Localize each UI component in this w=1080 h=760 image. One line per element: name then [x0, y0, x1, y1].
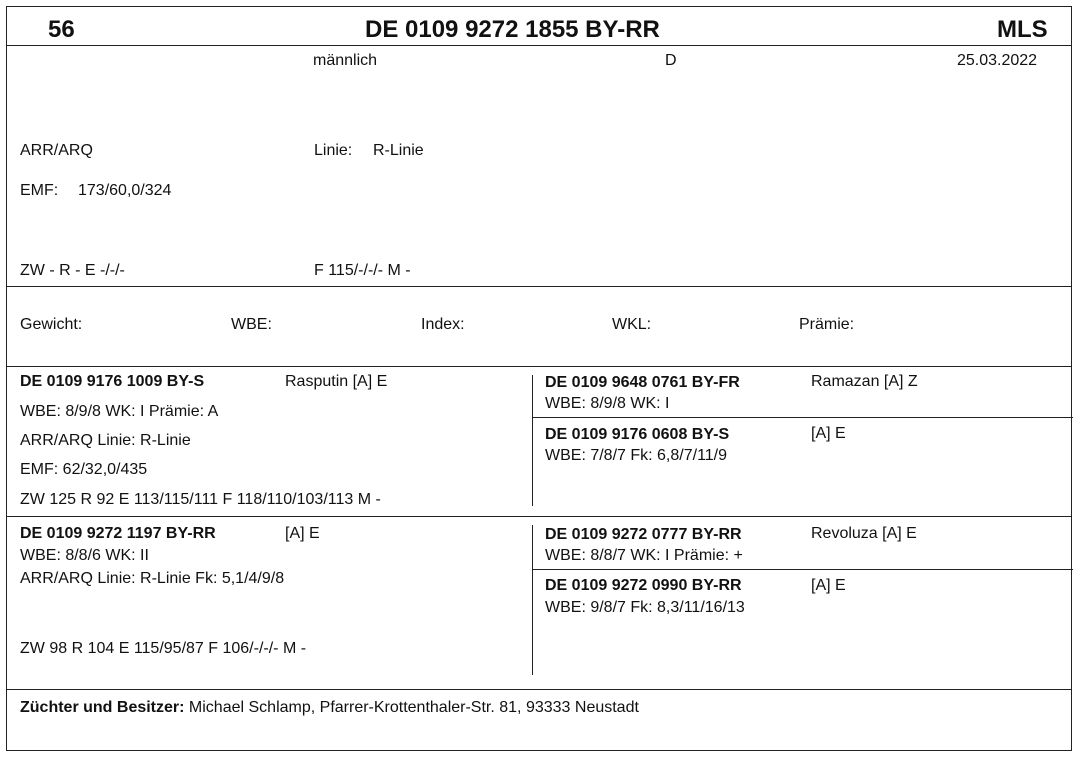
ring-number: DE 0109 9272 1855 BY-RR	[365, 16, 660, 43]
sex: männlich	[313, 52, 378, 69]
dam-sire-wbe: WBE: 8/8/7 WK: I Prämie: +	[545, 547, 743, 564]
dam-dam-ring-number: DE 0109 9272 0990 BY-RR	[545, 577, 742, 594]
dam-name: [A] E	[285, 525, 320, 542]
zw-values: ZW - R - E -/-/-	[20, 262, 125, 279]
premium-label: Prämie:	[799, 316, 855, 333]
index-label: Index:	[421, 316, 465, 333]
dam-sire-ring-number: DE 0109 9272 0777 BY-RR	[545, 526, 742, 543]
catalog-card	[6, 6, 1072, 751]
sire-genotype: ARR/ARQ Linie: R-Linie	[20, 432, 191, 449]
sire-emf: EMF: 62/32,0/435	[20, 461, 148, 478]
country: D	[665, 52, 677, 69]
scores-divider	[7, 366, 1071, 367]
sire-sire-name: Ramazan [A] Z	[811, 373, 918, 390]
f-values: F 115/-/-/- M -	[314, 262, 411, 279]
breeder-divider	[7, 689, 1071, 690]
sire-ring-number: DE 0109 9176 1009 BY-S	[20, 373, 205, 390]
genotype: ARR/ARQ	[20, 142, 93, 159]
wbe-label: WBE:	[231, 316, 272, 333]
breed-code: MLS	[997, 16, 1048, 43]
weight-label: Gewicht:	[20, 316, 83, 333]
dam-dam-wbe: WBE: 9/8/7 Fk: 8,3/11/16/13	[545, 599, 745, 616]
dam-sire-name: Revoluza [A] E	[811, 525, 917, 542]
breeder-label: Züchter und Besitzer:	[20, 699, 185, 716]
dam-dam-name: [A] E	[811, 577, 846, 594]
sire-dam-section-divider	[7, 516, 1071, 517]
line-value: R-Linie	[373, 142, 424, 159]
emf-label: EMF:	[20, 182, 59, 199]
sire-wbe: WBE: 8/9/8 WK: I Prämie: A	[20, 403, 219, 420]
sire-name: Rasputin [A] E	[285, 373, 388, 390]
dam-breeding-values: ZW 98 R 104 E 115/95/87 F 106/-/-/- M -	[20, 640, 307, 657]
sire-sire-ring-number: DE 0109 9648 0761 BY-FR	[545, 374, 740, 391]
sire-dam-wbe: WBE: 7/8/7 Fk: 6,8/7/11/9	[545, 447, 728, 464]
header-divider	[7, 45, 1071, 46]
catalog-number: 56	[48, 16, 75, 43]
emf-value: 173/60,0/324	[78, 182, 172, 199]
date: 25.03.2022	[957, 52, 1038, 69]
dam-column-divider	[532, 525, 533, 675]
sire-sire-wbe: WBE: 8/9/8 WK: I	[545, 395, 670, 412]
dam-grandparents-divider	[533, 569, 1073, 570]
dam-wbe: WBE: 8/8/6 WK: II	[20, 547, 149, 564]
info-divider	[7, 286, 1071, 287]
breeder-line	[20, 699, 639, 717]
line-label: Linie:	[314, 142, 353, 159]
sire-dam-name: [A] E	[811, 425, 846, 442]
wkl-label: WKL:	[612, 316, 652, 333]
dam-genotype: ARR/ARQ Linie: R-Linie Fk: 5,1/4/9/8	[20, 570, 285, 587]
sire-grandparents-divider	[533, 417, 1073, 418]
dam-ring-number: DE 0109 9272 1197 BY-RR	[20, 525, 216, 542]
breeder-value: Michael Schlamp, Pfarrer-Krottenthaler-Str. 81, 93333 Neustadt	[188, 699, 639, 716]
sire-column-divider	[532, 375, 533, 506]
sire-breeding-values: ZW 125 R 92 E 113/115/111 F 118/110/103/113 M -	[20, 491, 381, 508]
sire-dam-ring-number: DE 0109 9176 0608 BY-S	[545, 426, 730, 443]
